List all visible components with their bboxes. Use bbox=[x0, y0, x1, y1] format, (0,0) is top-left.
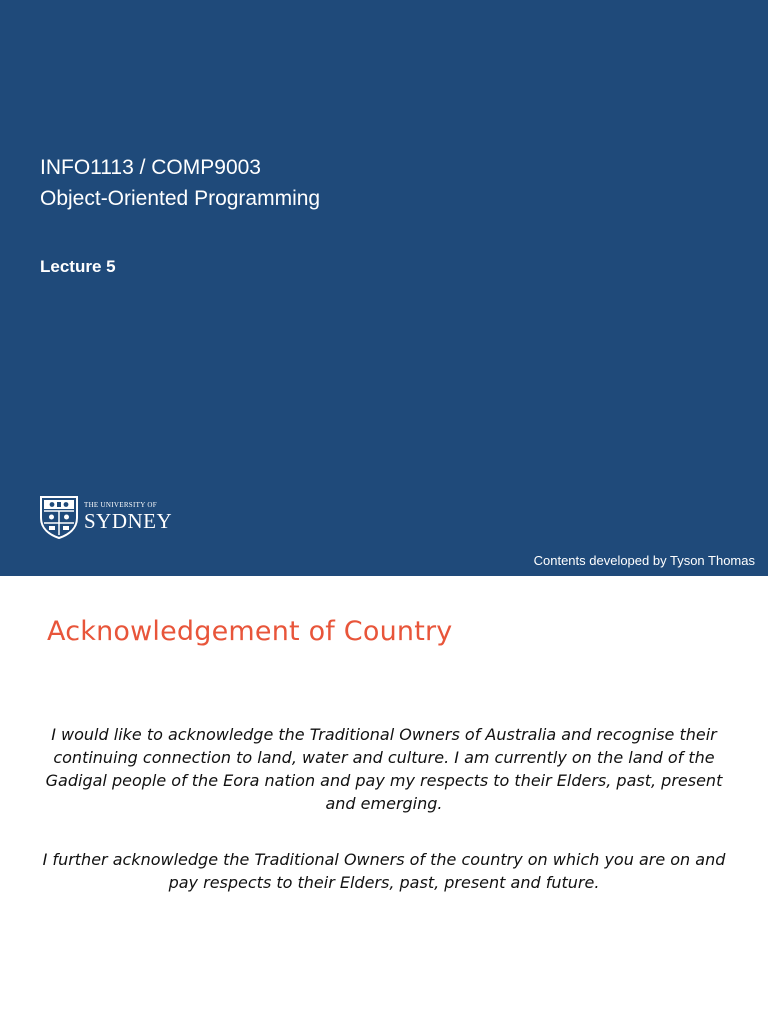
course-code: INFO1113 / COMP9003 bbox=[40, 156, 261, 179]
credit-text: Contents developed by Tyson Thomas bbox=[533, 553, 755, 568]
acknowledgement-paragraph-1: I would like to acknowledge the Traditional Owners of Australia and recognise their continuing connection to land, water and culture. I am currently on the land of the Gadigal people of the Eora nation and pay my respects to their Elders, past, present and emerging. bbox=[45, 725, 723, 813]
course-title: Object-Oriented Programming bbox=[40, 187, 321, 210]
university-logo bbox=[38, 494, 172, 540]
acknowledgement-title: Acknowledgement of Country bbox=[47, 616, 453, 647]
lecture-number: Lecture 5 bbox=[40, 257, 116, 276]
acknowledgement-paragraph-2: I further acknowledge the Traditional Owners of the country on which you are on and pay respects to their Elders, past, present and future. bbox=[42, 850, 726, 892]
acknowledgement-slide bbox=[0, 576, 768, 1024]
logo-big-text: SYDNEY bbox=[84, 509, 173, 533]
university-crest-icon bbox=[38, 494, 80, 540]
logo-small-text: THE UNIVERSITY OF bbox=[84, 501, 157, 509]
